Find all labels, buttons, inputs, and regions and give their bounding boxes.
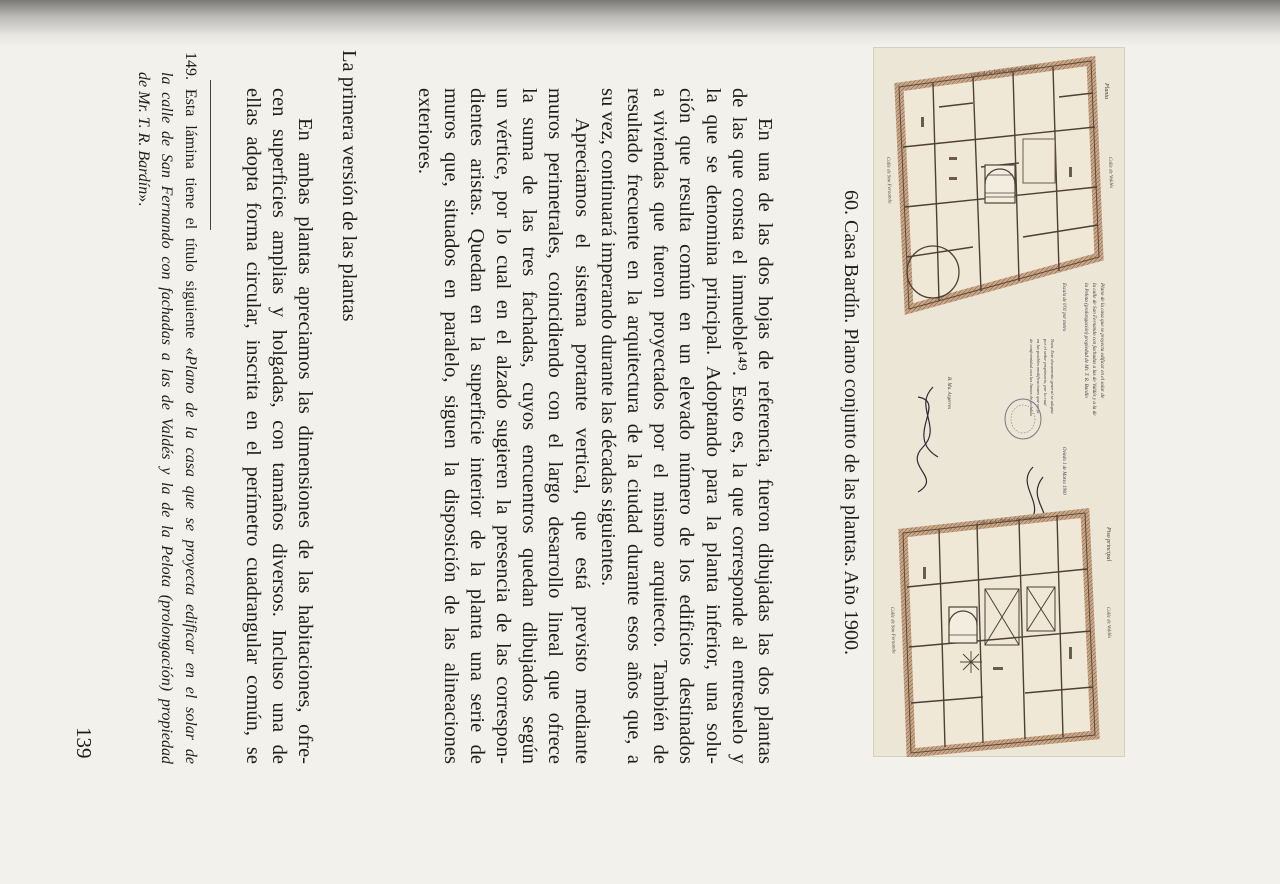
street-label-valdes-top: Calle de Valdés [1107,156,1114,189]
body-line: ellas adopta forma circular, inscrita en el perímetro cuadrangular común, se [241,88,264,764]
drawing-title-block [1029,282,1106,495]
svg-text:por el señor propietario, por: por el señor propietario, por lo cual [1043,339,1048,406]
body-line: un vértice, por lo cual en el alzado sugieren la presencia de las correspon- [492,88,515,764]
floor-plan-bottom [889,513,1111,753]
section-heading: La primera versión de las plantas [338,50,360,322]
footnote-line: 149. Esta lámina tiene el título siguiente «Plano de la casa que se proyecta edificar en el solar de [182,52,199,764]
body-line: a viviendas que fueron proyectados por el mismo arquitecto. También de [649,88,672,764]
floor-plan-plate [873,47,1125,757]
svg-text:Nota. Este documento general s: Nota. Este documento general se adapta [1050,339,1055,414]
floor-plan-drawing [873,47,1125,757]
scale-label: Escala de 0'01 por metro [1061,283,1066,332]
body-line: En ambas plantas apreciamos las dimensiones de las habitaciones, ofre- [294,118,316,764]
svg-text:la calle de San Fernando con f: la calle de San Fernando con fachadas a las de Valdés y a la de [1091,283,1097,416]
body-text [411,88,778,764]
footnote-line: la calle de San Fernando con fachadas a las de Valdés y la de la Pelota (prolongación) propiedad [158,72,176,764]
street-label-valdes-bottom: Calle de Valdés [1105,606,1112,639]
svg-text:Plano de la casa que se proyec: Plano de la casa que se proyecta edificar en el solar de [1099,283,1105,399]
footnote-rule [210,80,211,230]
figure-caption: 60. Casa Bardín. Plano conjunto de las plantas. Año 1900. [840,190,862,655]
svg-text:de conformidad con las líneas: de conformidad con las líneas de fachada [1029,339,1034,416]
floor-label-bottom: Piso principal [1105,527,1111,562]
body-line: su vez, continuará imperando durante las décadas siguientes. [596,88,619,587]
footnote-line: de Mr. T. R. Bardín». [135,72,152,207]
street-label-sanfernando-bottom: Calle de San Fernando [889,606,896,654]
body-line: En una de las dos hojas de referencia, fueron dibujadas las dos plantas [754,118,776,764]
body-line: cen superficies amplias y holgadas, con tamaños diversos. Incluso una de [267,88,290,764]
body-line: ción que resulta común en un elevado número de los edificios destinados [675,88,698,764]
body-line: la suma de las tres fachadas, cuyos encuentros quedan dibujados según [518,88,541,764]
staircase-bottom [949,607,977,643]
signature-date: Oviedo 1 de Marzo 1900 [1061,447,1066,495]
street-label-pelota-top: Calle de la Pelota (prolongación) [970,64,1039,79]
footnote [132,52,203,764]
body-line: dientes aristas. Quedan en la superficie interior de la planta una serie de [465,88,488,764]
page-number: 139 [72,727,96,759]
body-line: exteriores. [413,88,436,174]
scan-shadow [0,0,1280,46]
body-line: resultado frecuente en la arquitectura de la ciudad durante esos años que, a [623,88,646,764]
floor-plan-top [885,61,1113,309]
signature-name: B. Ma. Argerres [946,377,951,410]
body-line: la que se denomina principal. Adoptando para la planta inferior, una solu- [701,88,724,764]
street-label-pelota-bottom: Calle de la Pelota (prolongación) [976,514,1045,527]
street-label-sanfernando-top: Calle de San Fernando [885,156,892,204]
body-line: muros que, situados en paralelo, siguen la disposición de las alineaciones [439,88,462,764]
skylight-star [960,651,982,673]
floor-label-top: Planta [1103,83,1109,99]
staircase-top [985,165,1015,203]
body-line: Apreciamos el sistema portante vertical, que está previsto mediante [570,118,593,764]
official-seal [1005,399,1041,439]
body-line: muros perimetrales, coincidiendo con el largo desarrollo lineal que ofrece [544,88,567,764]
svg-text:en las posibles modificaciones: en las posibles modificaciones que surja [1036,339,1041,414]
body-line: de las que consta el inmueble¹⁴⁹. Esto es, la que corresponde al entresuelo y [727,88,750,764]
svg-text:la Pelota (prolongación) propi: la Pelota (prolongación) propiedad de Mr. T. R. Bardín [1083,283,1089,398]
body-text-section [239,88,318,764]
